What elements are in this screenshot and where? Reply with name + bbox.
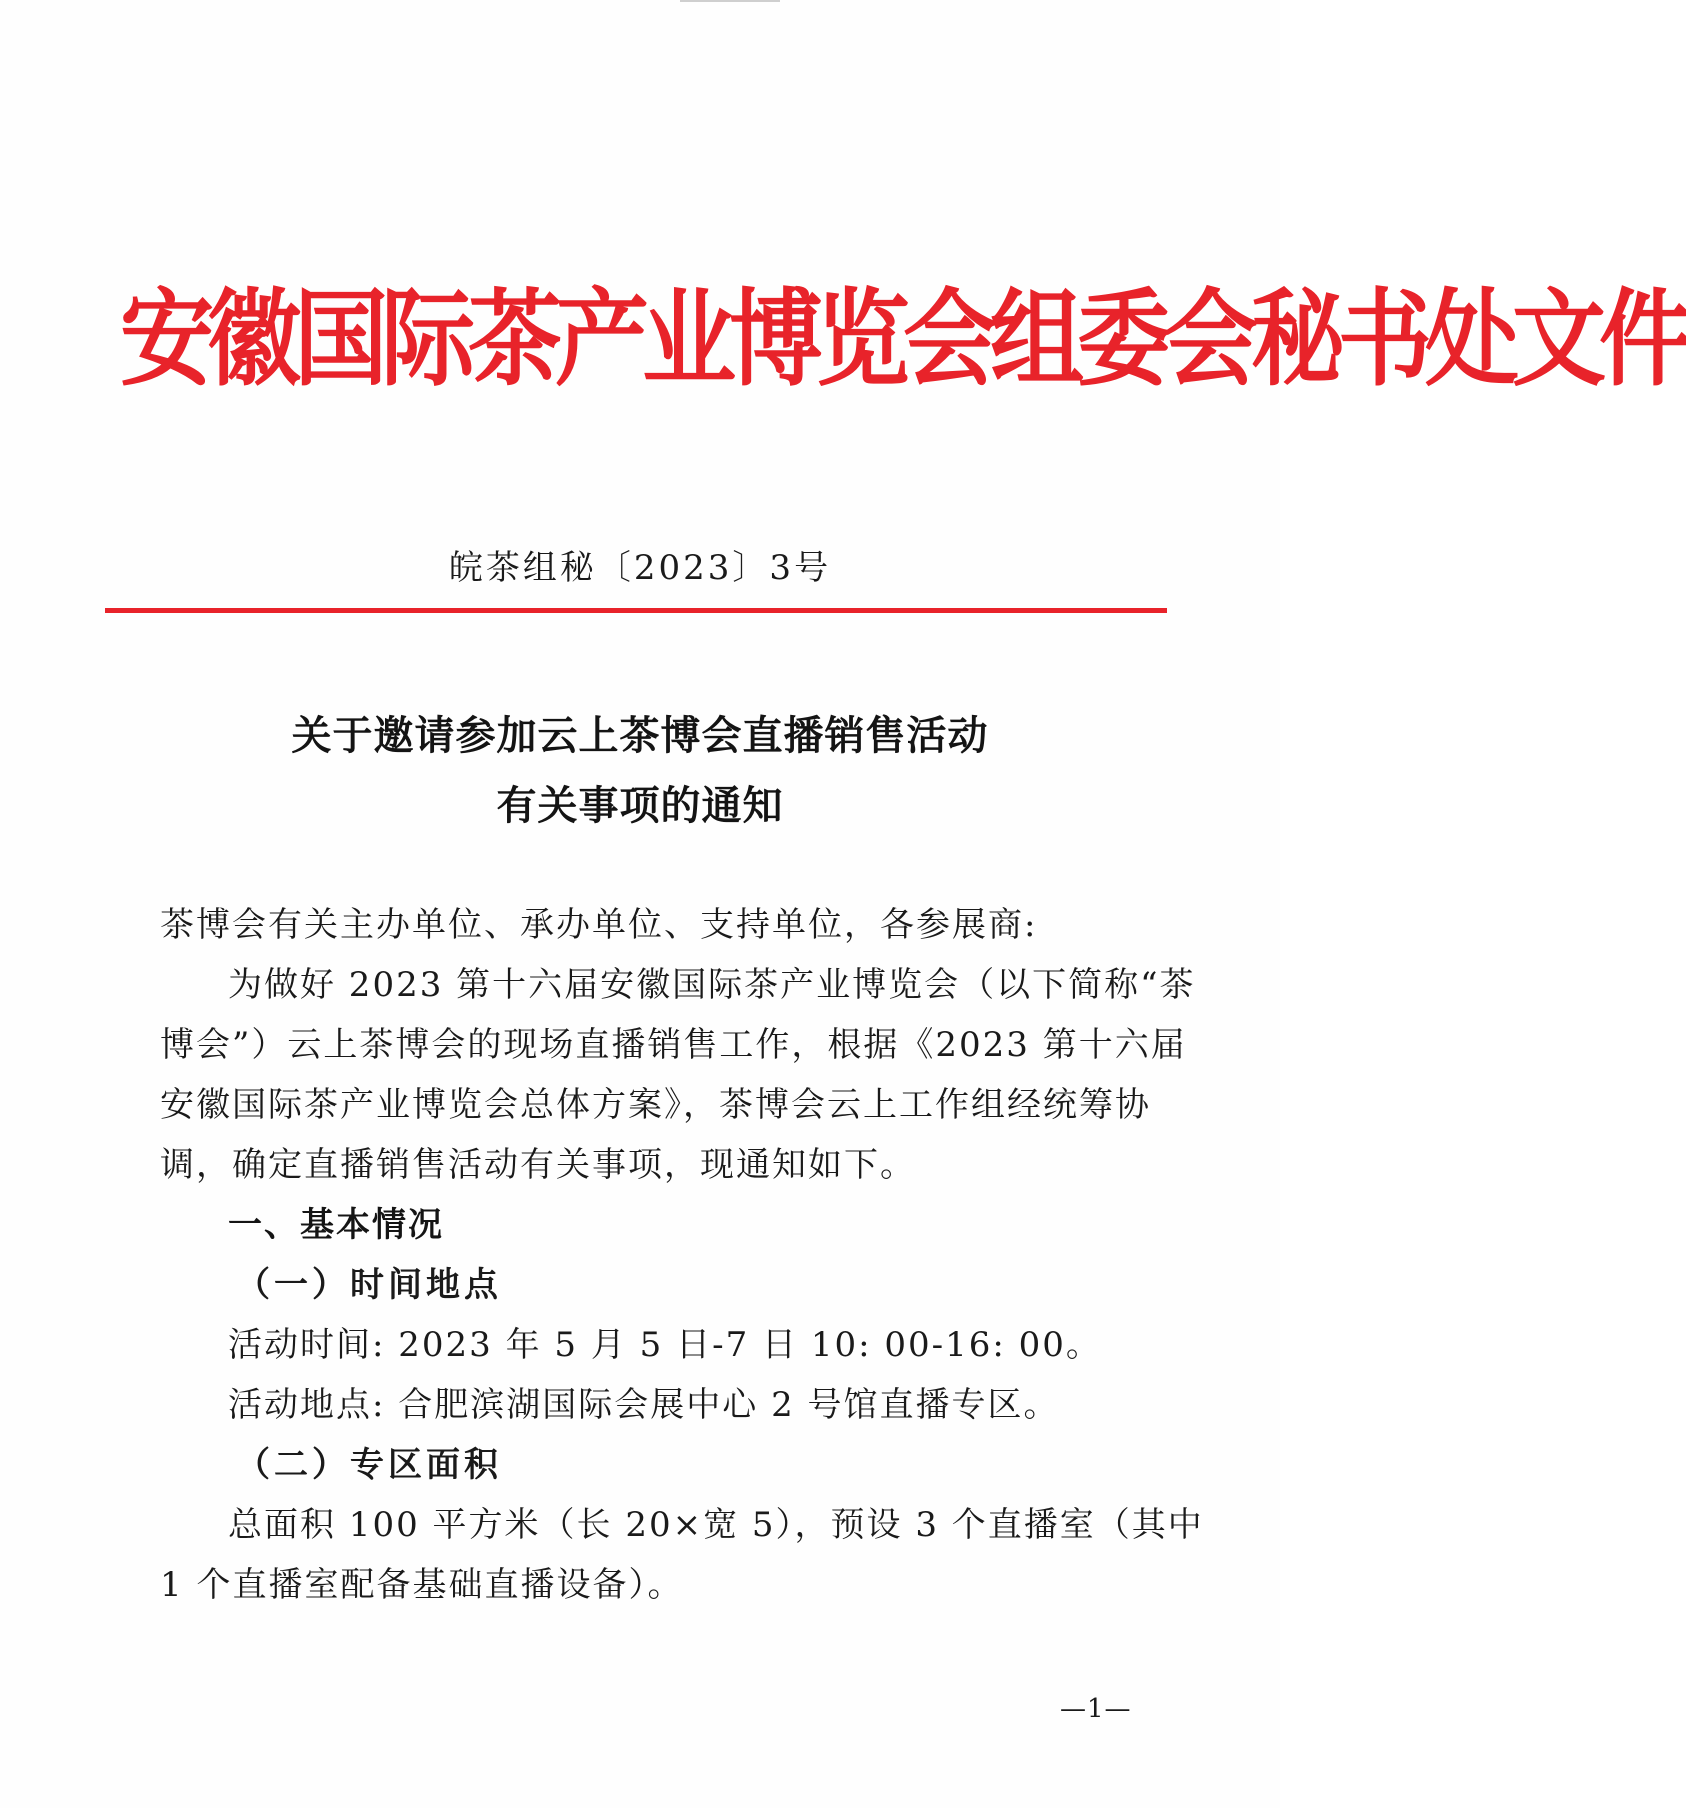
- area-line-2: 1 个直播室配备基础直播设备）。: [160, 1565, 684, 1605]
- paragraph-1-line-2: 博会”）云上茶博会的现场直播销售工作，根据《2023 第十六届: [160, 1025, 1187, 1065]
- activity-place: 活动地点: 合肥滨湖国际会展中心 2 号馆直播专区。: [228, 1385, 1060, 1425]
- red-divider-line: [105, 608, 1167, 613]
- salutation: 茶博会有关主办单位、承办单位、支持单位，各参展商:: [160, 905, 1038, 945]
- area-line-1: 总面积 100 平方米（长 20×宽 5），预设 3 个直播室（其中: [228, 1505, 1204, 1545]
- subsection-1-heading: （一）时间地点: [236, 1265, 502, 1305]
- activity-time: 活动时间: 2023 年 5 月 5 日-7 日 10: 00-16: 00。: [228, 1325, 1102, 1365]
- issuer-title: 安徽国际茶产业博览会组委会秘书处文件: [120, 279, 1686, 402]
- scan-edge-mark: [680, 0, 780, 2]
- section-1-heading: 一、基本情况: [228, 1205, 444, 1245]
- paragraph-1-line-1: 为做好 2023 第十六届安徽国际茶产业博览会（以下简称“茶: [228, 965, 1196, 1005]
- notice-title-line-2: 有关事项的通知: [496, 783, 784, 829]
- paragraph-1-line-3: 安徽国际茶产业博览会总体方案》，茶博会云上工作组经统筹协: [160, 1085, 1151, 1125]
- subsection-2-heading: （二）专区面积: [236, 1445, 502, 1485]
- paragraph-1-line-4: 调，确定直播销售活动有关事项，现通知如下。: [160, 1145, 916, 1185]
- page-number: —1—: [1060, 1694, 1132, 1724]
- notice-title-line-1: 关于邀请参加云上茶博会直播销售活动: [291, 713, 989, 759]
- document-number: 皖茶组秘〔2023〕3号: [448, 548, 832, 588]
